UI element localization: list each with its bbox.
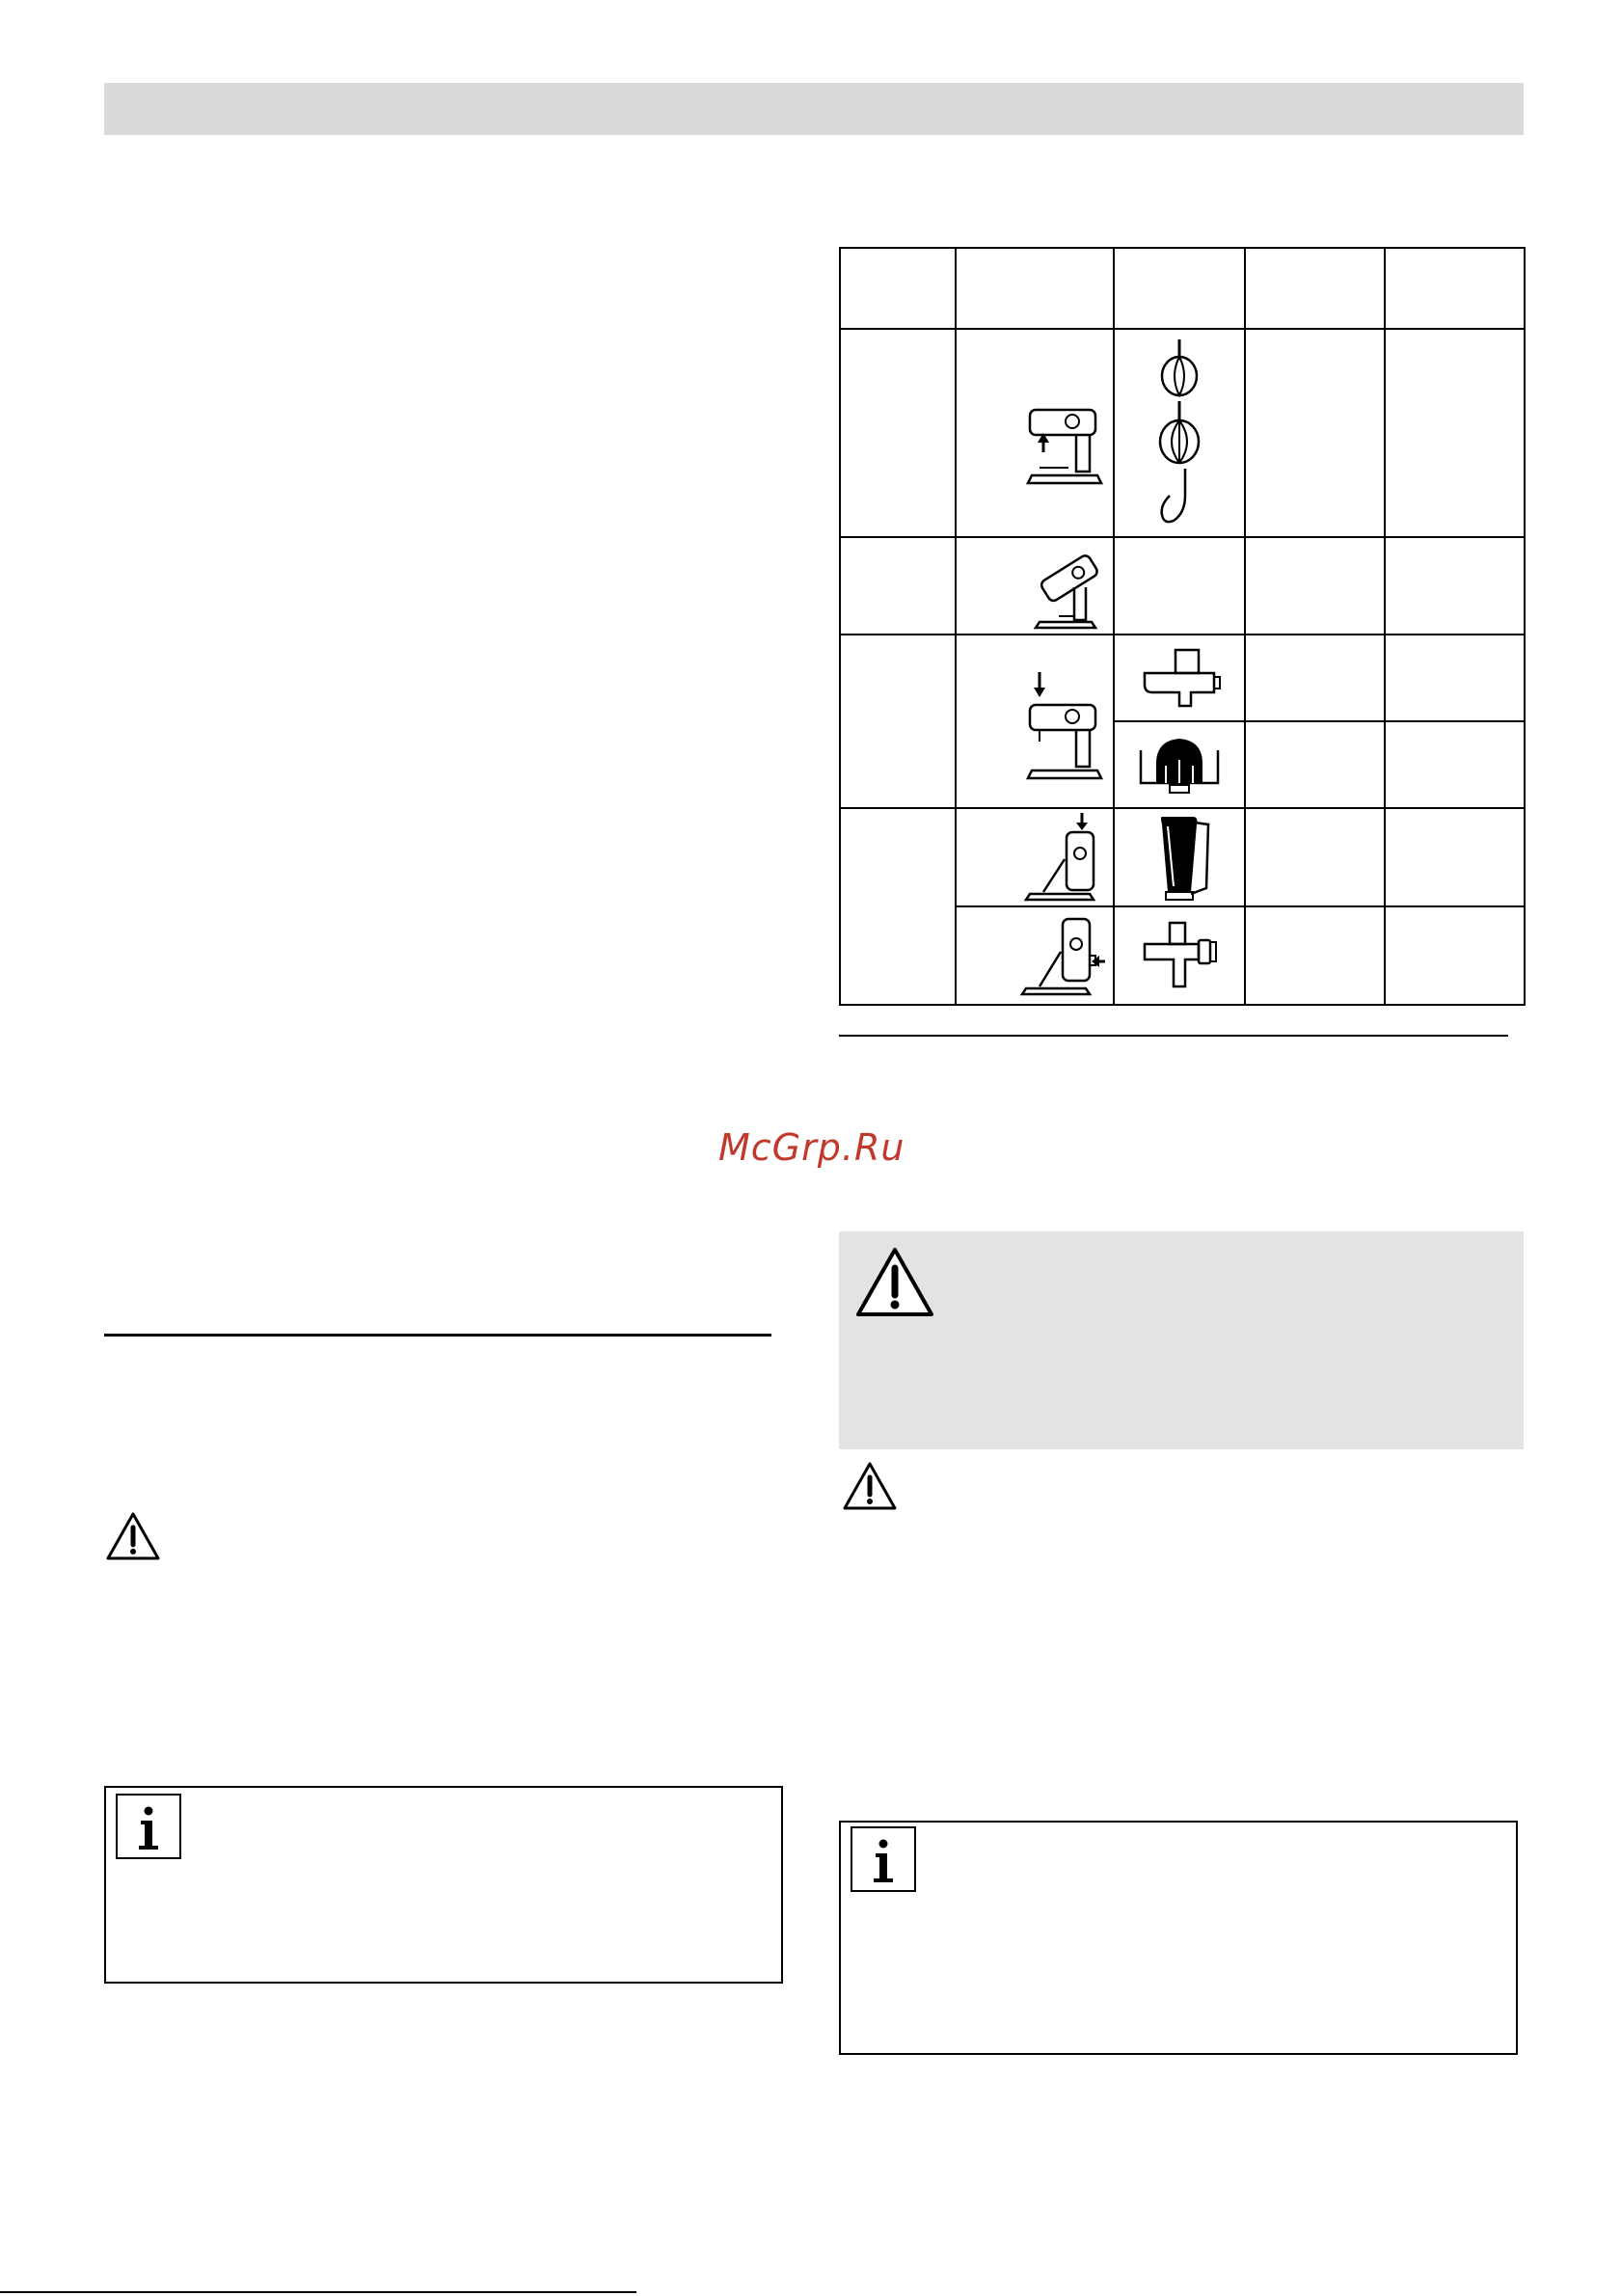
table-header-cell — [956, 248, 1114, 329]
warning-triangle-icon — [853, 1245, 936, 1320]
table-header-cell — [1385, 248, 1525, 329]
meat-grinder-icon — [1131, 917, 1228, 994]
table-cell — [956, 808, 1114, 906]
table-cell — [840, 329, 956, 537]
table-cell — [1245, 329, 1385, 537]
warning-triangle-icon — [104, 1510, 162, 1562]
table-cell — [1245, 808, 1385, 906]
warning-box — [839, 1231, 1524, 1449]
attachment-speed-table — [839, 247, 1526, 1006]
table-cell — [1385, 808, 1525, 906]
warning-triangle-icon — [841, 1460, 899, 1512]
section-divider — [839, 1035, 1508, 1037]
watermark-text: McGrp.Ru — [718, 1126, 905, 1169]
stirring-whisk-icon — [1150, 399, 1208, 467]
table-cell — [1114, 537, 1245, 635]
table-row — [840, 635, 1525, 721]
table-cell — [1385, 635, 1525, 721]
table-header-cell — [1245, 248, 1385, 329]
table-cell — [1245, 537, 1385, 635]
table-cell — [1114, 329, 1245, 537]
info-icon — [116, 1794, 181, 1859]
table-row — [840, 808, 1525, 906]
table-cell — [840, 635, 956, 808]
upright-top-drive-icon — [962, 811, 1107, 904]
balloon-whisk-icon — [1150, 338, 1208, 399]
table-cell — [1114, 721, 1245, 808]
table-cell — [1385, 906, 1525, 1005]
table-cell — [1385, 537, 1525, 635]
info-box — [839, 1821, 1518, 2055]
table-cell — [956, 537, 1114, 635]
head-lowered-arrow-down-icon — [962, 659, 1107, 784]
footer-rule — [0, 2291, 636, 2293]
head-raised-arrow-up-icon — [962, 375, 1107, 491]
table-cell — [1114, 808, 1245, 906]
table-cell — [1385, 721, 1525, 808]
table-cell — [1385, 329, 1525, 537]
table-cell — [1114, 635, 1245, 721]
info-box — [104, 1786, 783, 1984]
table-cell — [840, 808, 956, 1005]
section-divider — [104, 1334, 771, 1337]
header-bar — [104, 83, 1524, 135]
citrus-press-icon — [1131, 731, 1228, 798]
table-cell — [956, 329, 1114, 537]
table-cell — [1245, 721, 1385, 808]
table-row — [840, 537, 1525, 635]
table-header-row — [840, 248, 1525, 329]
info-icon — [851, 1826, 916, 1892]
table-cell — [1114, 906, 1245, 1005]
table-row — [840, 329, 1525, 537]
table-cell — [840, 537, 956, 635]
table-cell — [1245, 906, 1385, 1005]
table-cell — [956, 635, 1114, 808]
table-cell — [956, 906, 1114, 1005]
dough-hook-icon — [1150, 467, 1208, 528]
table-header-cell — [1114, 248, 1245, 329]
table-cell — [1245, 635, 1385, 721]
table-header-cell — [840, 248, 956, 329]
upright-side-drive-icon — [962, 909, 1107, 1002]
shredder-attachment-icon — [1131, 644, 1228, 712]
blender-jug-icon — [1141, 811, 1218, 904]
head-tilted-icon — [962, 541, 1107, 632]
